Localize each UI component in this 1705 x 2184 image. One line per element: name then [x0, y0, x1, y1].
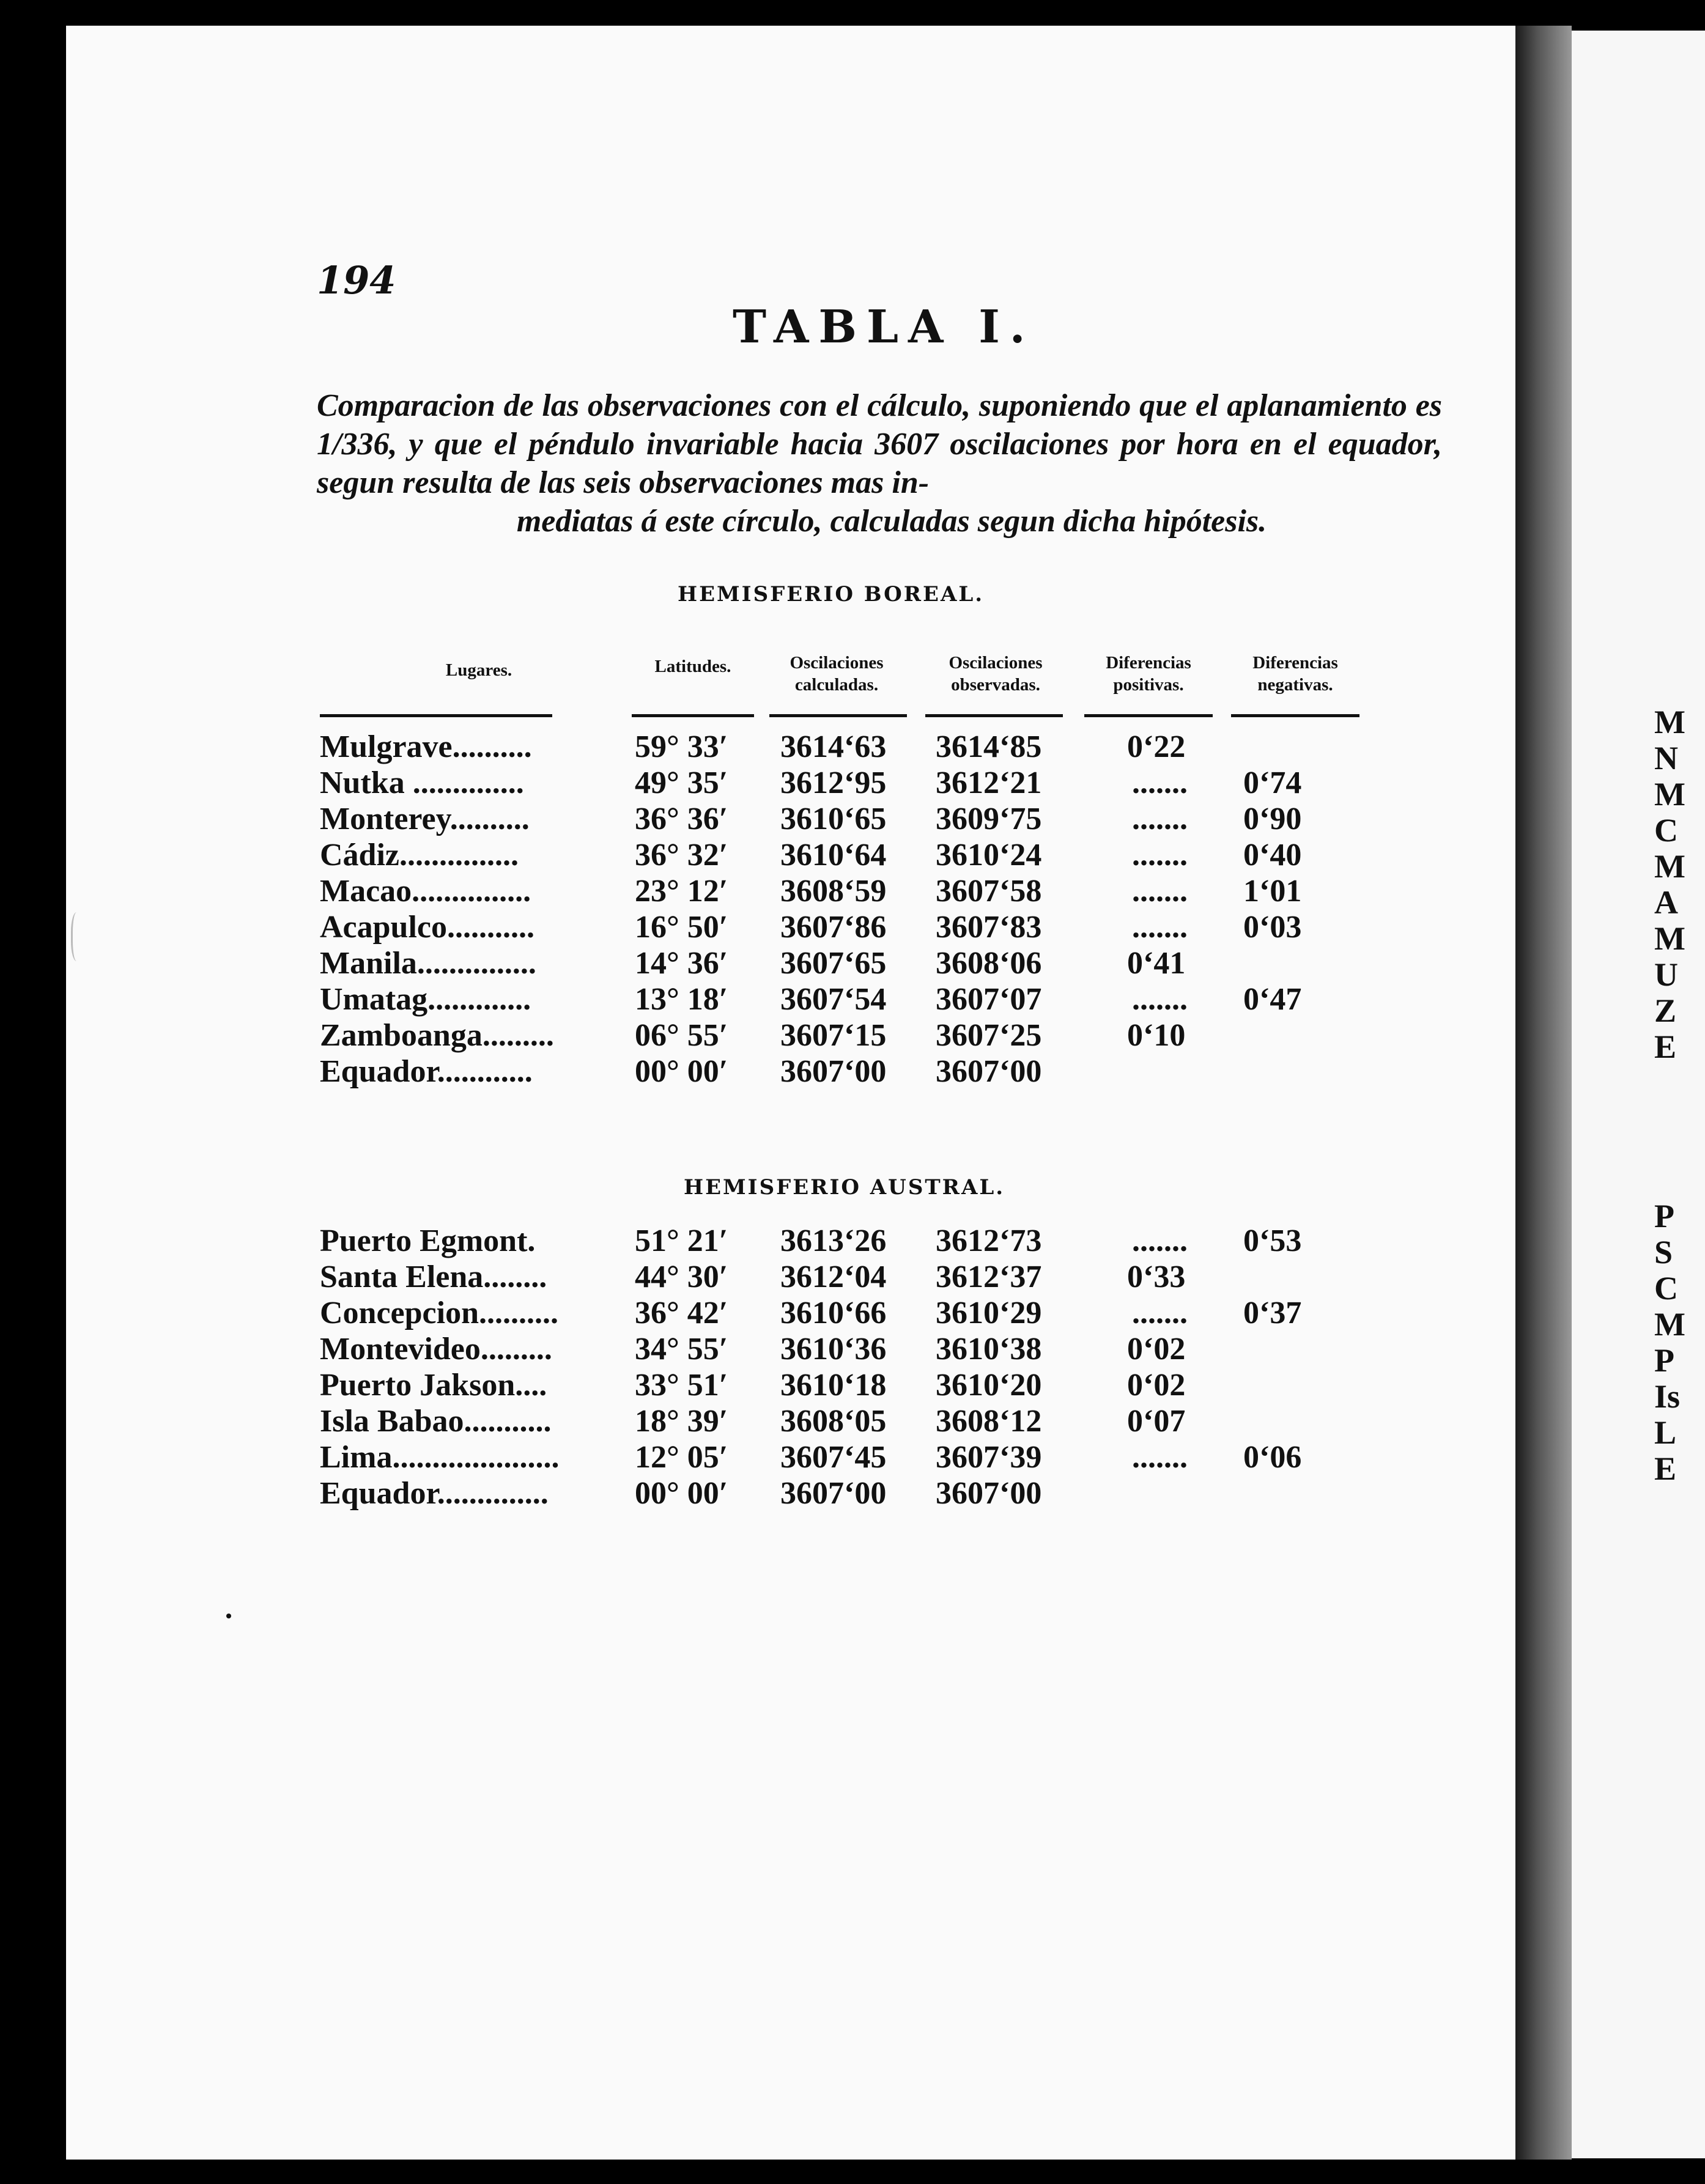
calculated-cell: 3607‘54 [780, 982, 887, 1017]
place-cell: Equador............ [320, 1054, 533, 1089]
positive-diff-cell: ....... [1132, 910, 1188, 945]
table-row [66, 909, 1515, 946]
latitude-cell: 13° 18′ [635, 982, 728, 1017]
header-rule [632, 714, 754, 717]
facing-page-letter: E [1654, 1028, 1677, 1065]
observed-cell: 3607‘00 [936, 1054, 1042, 1089]
positive-diff-cell: ....... [1132, 874, 1188, 909]
calculated-cell: 3610‘36 [780, 1332, 887, 1367]
header-rule [320, 714, 552, 717]
facing-page-letter: Z [1654, 992, 1677, 1029]
table-row [66, 981, 1515, 1018]
facing-page-letter: M [1654, 704, 1685, 740]
header-calc: Oscilaciones calculadas. [790, 653, 884, 695]
observed-cell: 3607‘00 [936, 1476, 1042, 1511]
table-row [66, 1403, 1515, 1440]
header-lat: Latitudes. [654, 657, 731, 676]
latitude-cell: 36° 42′ [635, 1296, 728, 1330]
table-row [66, 729, 1515, 766]
latitude-cell: 00° 00′ [635, 1476, 728, 1511]
caption-line: Comparacion de las observaciones con el cálculo, suponiendo que el [317, 388, 1219, 423]
place-cell: Isla Babao........... [320, 1404, 552, 1439]
positive-diff-cell: ....... [1132, 802, 1188, 836]
calculated-cell: 3608‘59 [780, 874, 887, 909]
calculated-cell: 3607‘15 [780, 1018, 887, 1053]
caption-line: aplanamiento es 1/336, y que el péndulo invariable hacia 3607 oscilaciones [317, 388, 1443, 462]
place-cell: Cádiz............... [320, 838, 519, 872]
observed-cell: 3614‘85 [936, 729, 1042, 764]
positive-diff-cell: ....... [1132, 838, 1188, 872]
facing-page-letter: P [1654, 1198, 1674, 1234]
latitude-cell: 59° 33′ [635, 729, 728, 764]
header-obs: Oscilaciones observadas. [949, 653, 1043, 695]
negative-diff-cell: 1‘01 [1243, 874, 1302, 909]
table-row [66, 945, 1515, 982]
observed-cell: 3607‘39 [936, 1440, 1042, 1475]
observed-cell: 3612‘37 [936, 1260, 1042, 1294]
observed-cell: 3609‘75 [936, 802, 1042, 836]
calculated-cell: 3613‘26 [780, 1223, 887, 1258]
header-pos: Diferencias positivas. [1106, 653, 1191, 695]
section-austral-title: HEMISFERIO AUSTRAL. [684, 1175, 1005, 1200]
latitude-cell: 18° 39′ [635, 1404, 728, 1439]
calculated-cell: 3607‘45 [780, 1440, 887, 1475]
observed-cell: 3610‘29 [936, 1296, 1042, 1330]
facing-page-letter: U [1654, 956, 1678, 993]
positive-diff-cell: ....... [1132, 982, 1188, 1017]
book-gutter [1515, 26, 1572, 2160]
calculated-cell: 3607‘00 [780, 1054, 887, 1089]
facing-page-letter: M [1654, 848, 1685, 885]
observed-cell: 3607‘58 [936, 874, 1042, 909]
latitude-cell: 16° 50′ [635, 910, 728, 945]
negative-diff-cell: 0‘06 [1243, 1440, 1302, 1475]
positive-diff-cell: 0‘02 [1127, 1332, 1186, 1367]
positive-diff-cell: ....... [1132, 1223, 1188, 1258]
latitude-cell: 06° 55′ [635, 1018, 728, 1053]
page-edge-mark [71, 912, 85, 961]
calculated-cell: 3610‘65 [780, 802, 887, 836]
calculated-cell: 3607‘86 [780, 910, 887, 945]
facing-page-letter: M [1654, 776, 1685, 813]
observed-cell: 3607‘25 [936, 1018, 1042, 1053]
facing-page-letter: P [1654, 1342, 1674, 1379]
observed-cell: 3608‘12 [936, 1404, 1042, 1439]
positive-diff-cell: 0‘07 [1127, 1404, 1186, 1439]
table-title: TABLA I. [733, 301, 1035, 353]
place-cell: Equador.............. [320, 1476, 549, 1511]
facing-page-letter: L [1654, 1414, 1677, 1451]
table-row [66, 1295, 1515, 1332]
negative-diff-cell: 0‘53 [1243, 1223, 1302, 1258]
facing-page-letter: Is [1654, 1378, 1681, 1415]
calculated-cell: 3612‘04 [780, 1260, 887, 1294]
caption-line: por hora en el equador, segun resulta de las seis observaciones mas in- [317, 427, 1442, 500]
latitude-cell: 23° 12′ [635, 874, 728, 909]
table-row [66, 1223, 1515, 1260]
positive-diff-cell: ....... [1132, 766, 1188, 800]
facing-page-letter: C [1654, 812, 1678, 849]
calculated-cell: 3608‘05 [780, 1404, 887, 1439]
place-cell: Concepcion.......... [320, 1296, 558, 1330]
observed-cell: 3607‘83 [936, 910, 1042, 945]
facing-page-letter: S [1654, 1234, 1673, 1271]
negative-diff-cell: 0‘03 [1243, 910, 1302, 945]
negative-diff-cell: 0‘47 [1243, 982, 1302, 1017]
place-cell: Monterey.......... [320, 802, 530, 836]
calculated-cell: 3610‘66 [780, 1296, 887, 1330]
latitude-cell: 14° 36′ [635, 946, 728, 981]
facing-page-letter: N [1654, 740, 1678, 777]
positive-diff-cell: 0‘10 [1127, 1018, 1186, 1053]
facing-page-letter: A [1654, 884, 1678, 921]
latitude-cell: 34° 55′ [635, 1332, 728, 1367]
observed-cell: 3610‘20 [936, 1368, 1042, 1403]
calculated-cell: 3614‘63 [780, 729, 887, 764]
latitude-cell: 49° 35′ [635, 766, 728, 800]
positive-diff-cell: 0‘41 [1127, 946, 1186, 981]
latitude-cell: 44° 30′ [635, 1260, 728, 1294]
place-cell: Acapulco........... [320, 910, 534, 945]
latitude-cell: 12° 05′ [635, 1440, 728, 1475]
calculated-cell: 3610‘64 [780, 838, 887, 872]
negative-diff-cell: 0‘37 [1243, 1296, 1302, 1330]
header-neg: Diferencias negativas. [1252, 653, 1338, 695]
book-page [66, 26, 1515, 2160]
facing-page-letter: E [1654, 1450, 1677, 1487]
calculated-cell: 3610‘18 [780, 1368, 887, 1403]
positive-diff-cell: 0‘33 [1127, 1260, 1186, 1294]
ink-speck [226, 1614, 231, 1618]
facing-page-letter: M [1654, 1306, 1685, 1343]
place-cell: Zamboanga......... [320, 1018, 554, 1053]
calculated-cell: 3612‘95 [780, 766, 887, 800]
observed-cell: 3607‘07 [936, 982, 1042, 1017]
observed-cell: 3612‘73 [936, 1223, 1042, 1258]
place-cell: Puerto Jakson.... [320, 1368, 547, 1403]
latitude-cell: 00° 00′ [635, 1054, 728, 1089]
positive-diff-cell: ....... [1132, 1296, 1188, 1330]
place-cell: Lima..................... [320, 1440, 560, 1475]
place-cell: Manila............... [320, 946, 536, 981]
table-row [66, 1053, 1515, 1090]
positive-diff-cell: 0‘22 [1127, 729, 1186, 764]
positive-diff-cell: ....... [1132, 1440, 1188, 1475]
table-row [66, 873, 1515, 910]
place-cell: Macao............... [320, 874, 531, 909]
place-cell: Santa Elena........ [320, 1260, 547, 1294]
observed-cell: 3608‘06 [936, 946, 1042, 981]
negative-diff-cell: 0‘90 [1243, 802, 1302, 836]
facing-page [1572, 31, 1705, 2158]
table-row [66, 1367, 1515, 1404]
place-cell: Nutka .............. [320, 766, 524, 800]
latitude-cell: 51° 21′ [635, 1223, 728, 1258]
table-row [66, 1017, 1515, 1054]
place-cell: Montevideo......... [320, 1332, 552, 1367]
calculated-cell: 3607‘65 [780, 946, 887, 981]
table-row [66, 1259, 1515, 1296]
negative-diff-cell: 0‘74 [1243, 766, 1302, 800]
table-row [66, 801, 1515, 838]
latitude-cell: 36° 36′ [635, 802, 728, 836]
page-number: 194 [317, 258, 396, 303]
place-cell: Umatag............. [320, 982, 531, 1017]
section-boreal-title: HEMISFERIO BOREAL. [678, 582, 985, 607]
header-place: Lugares. [445, 660, 512, 680]
header-rule [925, 714, 1063, 717]
observed-cell: 3610‘24 [936, 838, 1042, 872]
header-rule [1084, 714, 1213, 717]
table-row [66, 1475, 1515, 1512]
table-row [66, 765, 1515, 802]
positive-diff-cell: 0‘02 [1127, 1368, 1186, 1403]
negative-diff-cell: 0‘40 [1243, 838, 1302, 872]
place-cell: Puerto Egmont. [320, 1223, 536, 1258]
header-rule [1231, 714, 1359, 717]
observed-cell: 3610‘38 [936, 1332, 1042, 1367]
latitude-cell: 36° 32′ [635, 838, 728, 872]
facing-page-letter: C [1654, 1270, 1678, 1307]
table-row [66, 837, 1515, 874]
table-row [66, 1439, 1515, 1476]
observed-cell: 3612‘21 [936, 766, 1042, 800]
place-cell: Mulgrave.......... [320, 729, 532, 764]
facing-page-letter: M [1654, 920, 1685, 957]
calculated-cell: 3607‘00 [780, 1476, 887, 1511]
table-caption [317, 386, 1442, 540]
header-rule [769, 714, 907, 717]
caption-line: mediatas á este círculo, calculadas segun dicha hipótesis. [516, 504, 1267, 539]
latitude-cell: 33° 51′ [635, 1368, 728, 1403]
table-row [66, 1331, 1515, 1368]
